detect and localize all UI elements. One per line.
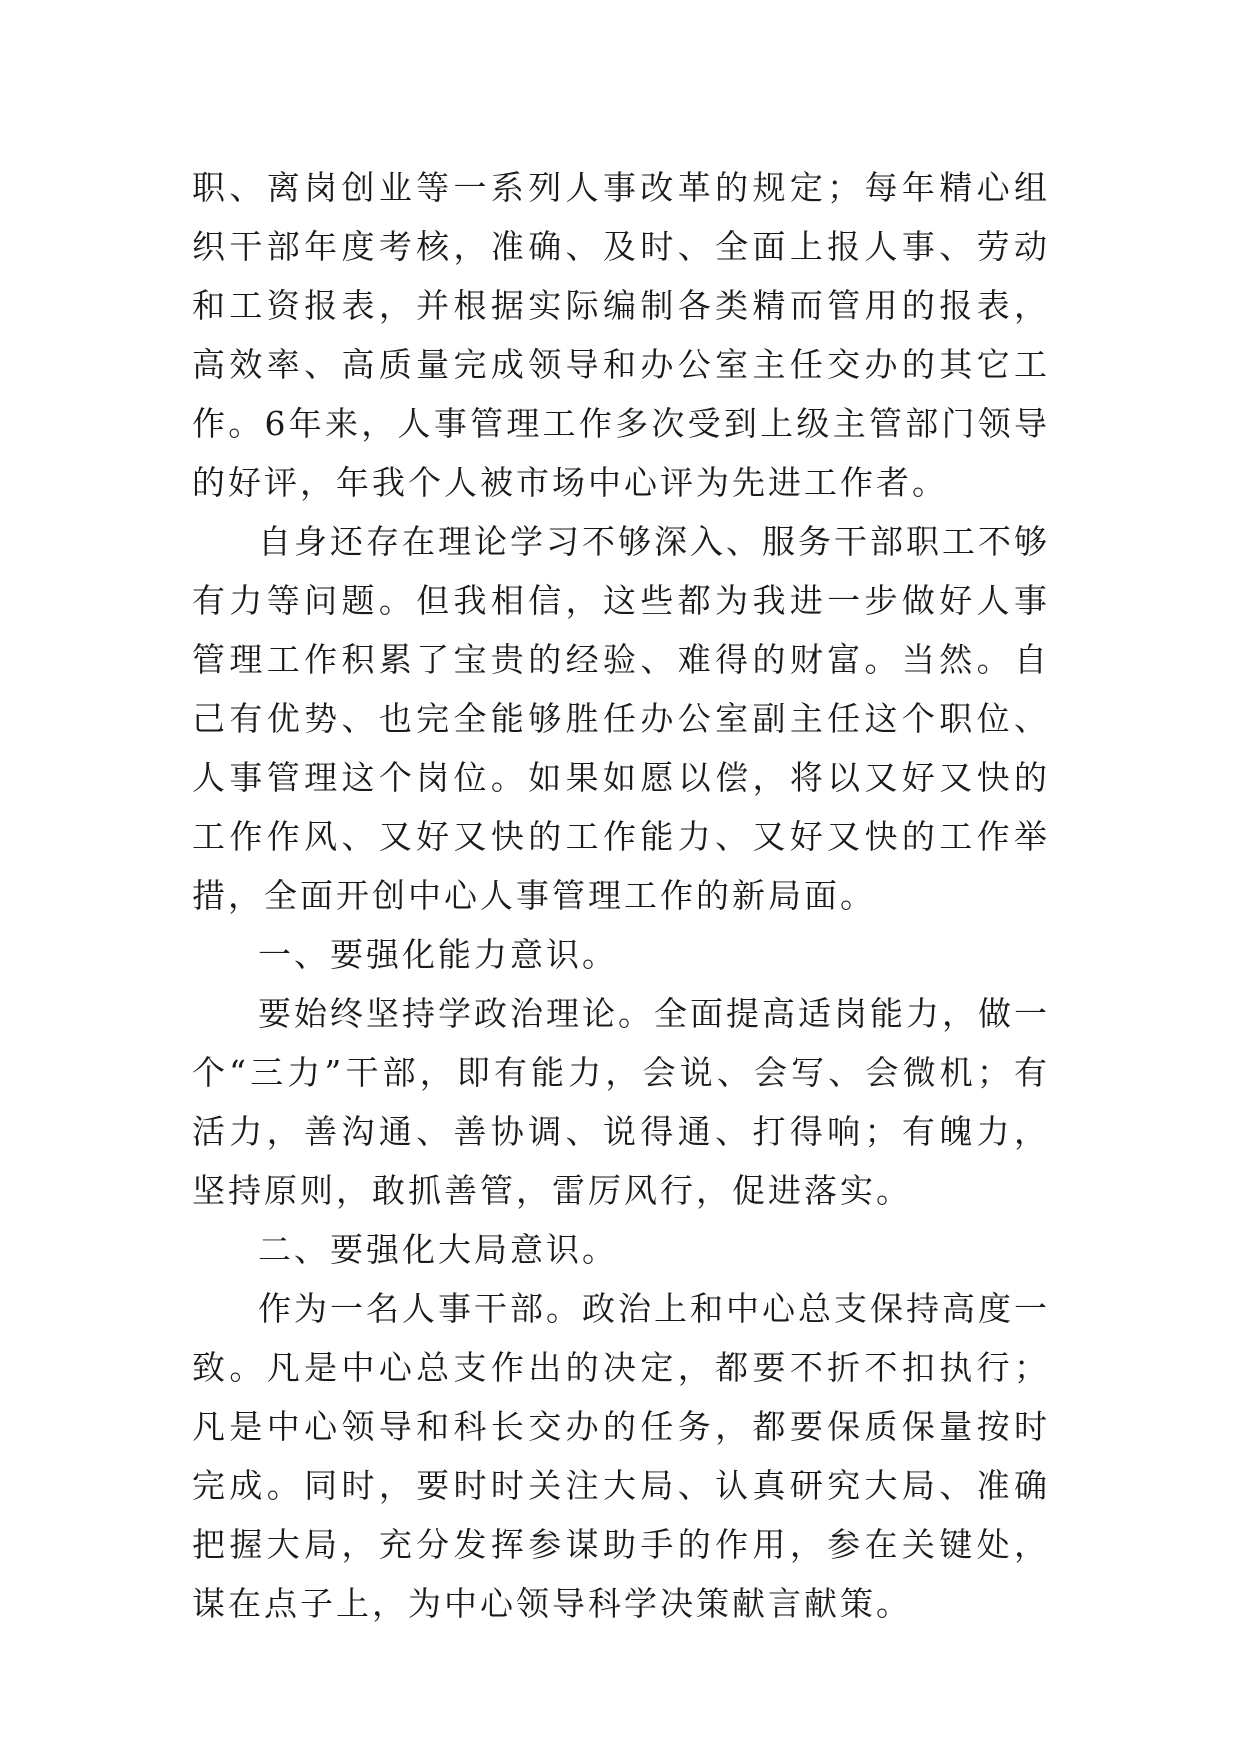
paragraph-self-assessment: 自身还存在理论学习不够深入、服务干部职工不够有力等问题。但我相信，这些都为我进一步做好人事管理工作积累了宝贵的经验、难得的财富。当然。自己有优势、也完全能够胜任办公室副主任这个职位、人事管理这个岗位。如果如愿以偿，将以又好又快的工作作风、又好又快的工作能力、又好又快的工作举措，全面开创中心人事管理工作的新局面。 xyxy=(192,522,1050,915)
document-body xyxy=(192,158,1050,1633)
section-heading-ability: 一、要强化能力意识。 xyxy=(258,935,618,974)
paragraph-ability: 要始终坚持学政治理论。全面提高适岗能力，做一个“三力”干部，即有能力，会说、会写、会微机；有活力，善沟通、善协调、说得通、打得响；有魄力，坚持原则，敢抓善管，雷厉风行，促进落实。 xyxy=(192,994,1050,1210)
paragraph-continuation: 职、离岗创业等一系列人事改革的规定；每年精心组织干部年度考核，准确、及时、全面上报人事、劳动和工资报表，并根据实际编制各类精而管用的报表，高效率、高质量完成领导和办公室主任交办的其它工作。6年来，人事管理工作多次受到上级主管部门领导的好评，年我个人被市场中心评为先进工作者。 xyxy=(192,168,1050,502)
paragraph-big-picture: 作为一名人事干部。政治上和中心总支保持高度一致。凡是中心总支作出的决定，都要不折不扣执行；凡是中心领导和科长交办的任务，都要保质保量按时完成。同时，要时时关注大局、认真研究大局、准确把握大局，充分发挥参谋助手的作用，参在关键处，谋在点子上，为中心领导科学决策献言献策。 xyxy=(192,1289,1050,1623)
section-heading-big-picture: 二、要强化大局意识。 xyxy=(258,1230,618,1269)
